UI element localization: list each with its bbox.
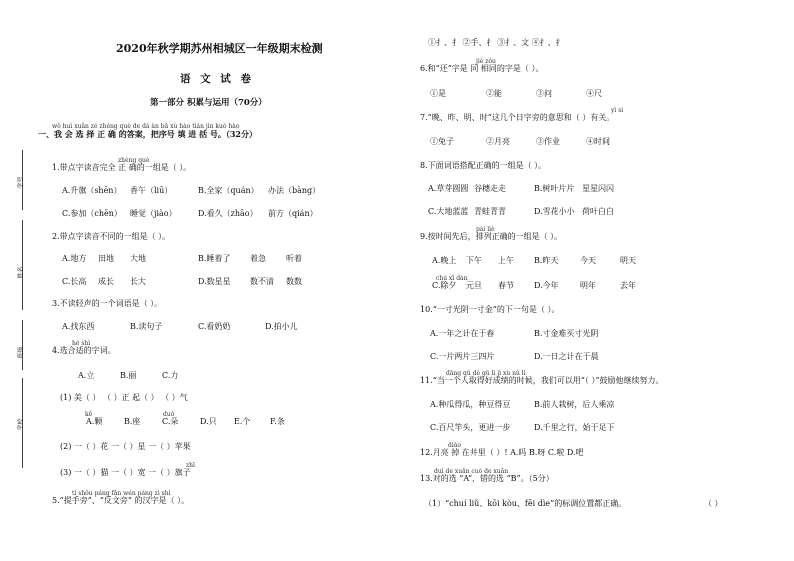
question-13-1: （1）“chuí liǔ、kōi kòu、fēi dìe”的标调位置都正确。 xyxy=(424,499,627,508)
sidebar-label-id: 学号 xyxy=(17,176,25,189)
option: B.读句子 xyxy=(130,322,163,331)
pinyin-annotation: hé shì xyxy=(72,340,91,347)
question-4-1: (1) 美（ ） （ ）正 起（ ） （ ）气 xyxy=(60,393,188,402)
question-10: 10.“一寸光阴一寸金”的下一句是（ ）。 xyxy=(420,305,560,314)
option: F.条 xyxy=(270,417,285,426)
pinyin-annotation: tí shǒu páng fǎn wén páng zì shì xyxy=(72,490,171,497)
question-3: 3.不读轻声的一个词语是（ ）。 xyxy=(52,299,163,308)
question-1: 1.带点字读音完全 正 确的一组是（ ）。 xyxy=(52,163,192,172)
option: C.看奶奶 xyxy=(198,322,231,331)
option: D.一日之计在于晨 xyxy=(534,352,599,361)
option: ④时间 xyxy=(586,137,610,146)
question-13: 13.对的选 “A”，错的选 “B”。（5分） xyxy=(420,474,554,483)
option: C.一片两片三四片 xyxy=(430,352,495,361)
section-heading: 一、我 会 选 择 正 确 的答案，把序号 填 进 括 号。（32分） xyxy=(38,129,257,139)
option: 荷叶白白 xyxy=(582,207,614,216)
option: B.丽 xyxy=(120,371,137,380)
pinyin-annotation: duì de xuǎn cuò de xuǎn xyxy=(434,468,509,475)
pinyin-annotation: duǒ xyxy=(163,411,175,418)
option: 上午 xyxy=(498,256,514,265)
option: 星星闪闪 xyxy=(582,184,614,193)
question-4-2: (2) 一（ ）花 一（ ）星 一（ ）苹果 xyxy=(60,442,191,451)
option: 春节 xyxy=(498,281,514,290)
option: 数数 xyxy=(286,277,302,286)
option: ②月亮 xyxy=(486,137,510,146)
option: 听着 xyxy=(286,254,302,263)
question-4-3: (3) 一（ ）猫 一（ ）宽 一（ ）旗子 xyxy=(60,468,191,477)
option: B.前人栽树，后人乘凉 xyxy=(534,400,615,409)
option: 睡觉（jiào） xyxy=(130,209,177,218)
option: D.千里之行，始于足下 xyxy=(534,423,615,432)
question-2: 2.带点字读音不同的一组是（ ）。 xyxy=(52,232,171,241)
option: A.地方 xyxy=(62,254,87,263)
option: D.看久（zhāo） xyxy=(198,209,258,218)
option: A.找东西 xyxy=(62,322,95,331)
option: B.树叶片片 xyxy=(534,184,575,193)
binding-line xyxy=(22,320,23,370)
sidebar-label-name: 姓名 xyxy=(17,266,25,279)
option: ①兔子 xyxy=(430,137,454,146)
option: A.升旗（shēn） xyxy=(62,186,122,195)
part-heading: 第一部分 积累与运用（70分） xyxy=(150,98,267,108)
page-subtitle: 语 文 试 卷 xyxy=(180,73,254,85)
binding-line xyxy=(22,220,23,310)
option: ①是 xyxy=(430,89,446,98)
option: 青蛙青青 xyxy=(474,207,506,216)
option: B.座 xyxy=(124,417,141,426)
pinyin-annotation: yì si xyxy=(611,107,624,114)
pinyin-annotation: diào xyxy=(448,442,461,449)
option: 去年 xyxy=(620,281,636,290)
option: C.长高 xyxy=(62,277,87,286)
option: B.全家（quán） xyxy=(198,186,259,195)
pinyin-annotation: pái liè xyxy=(476,226,495,233)
pinyin-annotation: zhī xyxy=(186,462,195,469)
question-11: 11.“当一个人取得好成绩的时候，我们可以用“（ ）”鼓励他继续努力。 xyxy=(420,376,664,385)
pinyin-annotation: wǒ huì xuǎn zé zhèng què de dá àn bǎ xù hào tián jìn kuò hào xyxy=(52,123,240,130)
option: 明年 xyxy=(580,281,596,290)
question-6: 6.和“还”字是 同 相同的字是（ ）。 xyxy=(420,64,544,73)
option: 元旦 xyxy=(466,281,482,290)
option: D.数星星 xyxy=(198,277,231,286)
pinyin-annotation: chú xī dàn xyxy=(436,275,468,282)
sidebar-label-school: 学校 xyxy=(17,418,25,431)
option: 香午（liū） xyxy=(130,186,173,195)
question-12: 12.月亮 掉 在井里（ ）! A.吗 B.呀 C.啦 D.吧 xyxy=(420,448,584,457)
question-4: 4.选合适的字词。 xyxy=(52,346,116,355)
option: B.睡着了 xyxy=(198,254,231,263)
pinyin-annotation: dāng qǔ dé gǔ lì jì xù nǔ lì xyxy=(446,370,526,377)
option: D.拍小儿 xyxy=(265,322,298,331)
option: 今天 xyxy=(580,256,596,265)
option: 前方（qián） xyxy=(268,209,318,218)
option: B.昨天 xyxy=(534,256,559,265)
option: D.今年 xyxy=(534,281,559,290)
page-title: 2020年秋学期苏州相城区一年级期末检测 xyxy=(116,42,323,55)
pinyin-annotation: jiè zǒu xyxy=(476,58,496,65)
question-8: 8.下面词语搭配正确的一组是（ ）。 xyxy=(420,161,547,170)
option: E.个 xyxy=(234,417,251,426)
question-5: 5.“提手旁”、“反文旁” 的汉字是（ ）。 xyxy=(52,496,190,505)
answer-paren: （ ） xyxy=(704,499,723,508)
option: A.立 xyxy=(78,371,95,380)
option: ③问 xyxy=(536,89,552,98)
option: D.雪花小小 xyxy=(534,207,575,216)
option: ③作业 xyxy=(536,137,560,146)
option: A.颗 xyxy=(86,417,103,426)
question-9: 9.按时间先后，排列正确的一组是（ ）。 xyxy=(420,232,563,241)
option: ②能 xyxy=(486,89,502,98)
binding-margin xyxy=(6,0,30,561)
option: A.晚上 xyxy=(432,256,457,265)
option: 明天 xyxy=(620,256,636,265)
option: 数不清 xyxy=(250,277,274,286)
pinyin-annotation: zhèng què xyxy=(118,157,150,164)
option: B.寸金难买寸光阴 xyxy=(534,329,599,338)
option: 谷穗走走 xyxy=(474,184,506,193)
question-7: 7.“晚、昨、明、时”这几个日字旁的意思和（ ）有关。 xyxy=(420,113,615,122)
pinyin-annotation: kē xyxy=(85,411,93,418)
option: 着急 xyxy=(250,254,266,263)
option: 长大 xyxy=(130,277,146,286)
question-5-options: ①扌、扌 ②手、扌 ③扌、文 ④扌、扌 xyxy=(428,38,564,47)
option: A.种瓜得瓜，种豆得豆 xyxy=(430,400,511,409)
sidebar-label-class: 班级 xyxy=(17,346,25,359)
option: D.只 xyxy=(200,417,217,426)
option: C.百尺竿头，更进一步 xyxy=(430,423,511,432)
option: C.参加（chēn） xyxy=(62,209,122,218)
option: 成长 xyxy=(98,277,114,286)
option: C.大地蓝蓝 xyxy=(428,207,469,216)
option: A.一年之计在于春 xyxy=(430,329,495,338)
option: C.除夕 xyxy=(432,281,457,290)
option: ④尺 xyxy=(586,89,602,98)
option: 田地 xyxy=(98,254,114,263)
option: 大地 xyxy=(130,254,146,263)
option: 下午 xyxy=(466,256,482,265)
option: C.朵 xyxy=(162,417,179,426)
option: A.草芽圆圆 xyxy=(428,184,469,193)
option: 办法（bàng） xyxy=(268,186,321,195)
option: C.力 xyxy=(162,371,179,380)
